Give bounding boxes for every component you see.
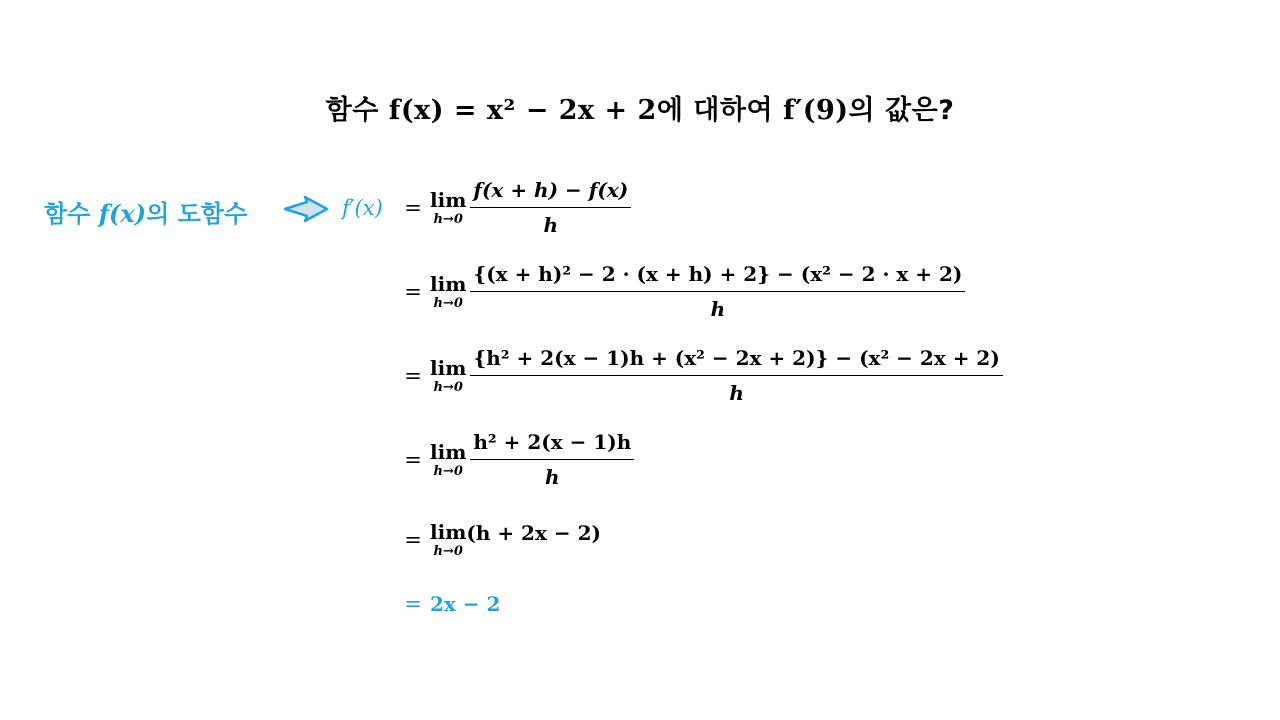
limit	[430, 271, 467, 311]
limit-word: lim	[430, 271, 467, 296]
limit	[430, 439, 467, 479]
result-expression: 2x − 2	[430, 592, 501, 616]
equals-sign: =	[404, 279, 422, 304]
limit-word: lim	[430, 355, 467, 380]
numerator: {(x + h)² − 2 · (x + h) + 2} − (x² − 2 · x + 2)	[473, 262, 963, 286]
expression: (h + 2x − 2)	[466, 521, 601, 545]
derivative-symbol: f′(x)	[342, 196, 383, 220]
equals-sign: =	[404, 528, 422, 552]
numerator: f(x + h) − f(x)	[473, 178, 629, 202]
denominator: h	[470, 291, 965, 321]
equals-sign: =	[404, 363, 422, 388]
label-prefix: 함수	[44, 200, 91, 228]
derivative-label	[44, 194, 247, 229]
denominator: h	[470, 375, 1002, 405]
numerator: {h² + 2(x − 1)h + (x² − 2x + 2)} − (x² − 2x + 2)	[473, 346, 1000, 370]
title-derivative: f′(9)	[782, 95, 849, 126]
label-suffix: 의 도함수	[146, 200, 248, 228]
fraction	[470, 262, 965, 321]
step-5	[400, 522, 601, 558]
denominator: h	[470, 207, 631, 237]
denominator: h	[470, 459, 634, 489]
title-prefix: 함수	[325, 95, 379, 126]
limit-sub: h→0	[433, 544, 463, 559]
numerator: h² + 2(x − 1)h	[473, 430, 632, 454]
step-2	[400, 262, 965, 321]
equals-sign: =	[404, 195, 422, 220]
title-suffix: 의 값은?	[848, 95, 955, 126]
limit-sub: h→0	[433, 379, 463, 395]
fraction	[470, 178, 631, 237]
title-middle: 에 대하여	[656, 95, 774, 126]
fraction	[470, 346, 1002, 405]
equals-sign: =	[404, 592, 422, 616]
question-title	[0, 88, 1280, 127]
title-function: f(x) = x² − 2x + 2	[388, 95, 657, 126]
limit-word: lim	[430, 520, 467, 544]
limit-sub: h→0	[433, 295, 463, 311]
limit-word: lim	[430, 187, 467, 212]
right-arrow-icon	[283, 195, 329, 223]
limit-sub: h→0	[433, 211, 463, 227]
limit-word: lim	[430, 439, 467, 464]
step-4	[400, 430, 634, 489]
limit	[430, 355, 467, 395]
step-1	[400, 178, 631, 237]
fraction	[470, 430, 634, 489]
limit-sub: h→0	[433, 463, 463, 479]
step-6-result	[400, 592, 500, 616]
limit	[430, 522, 466, 558]
label-function: f(x)	[98, 199, 147, 228]
equals-sign: =	[404, 447, 422, 472]
limit	[430, 187, 467, 227]
step-3	[400, 346, 1003, 405]
